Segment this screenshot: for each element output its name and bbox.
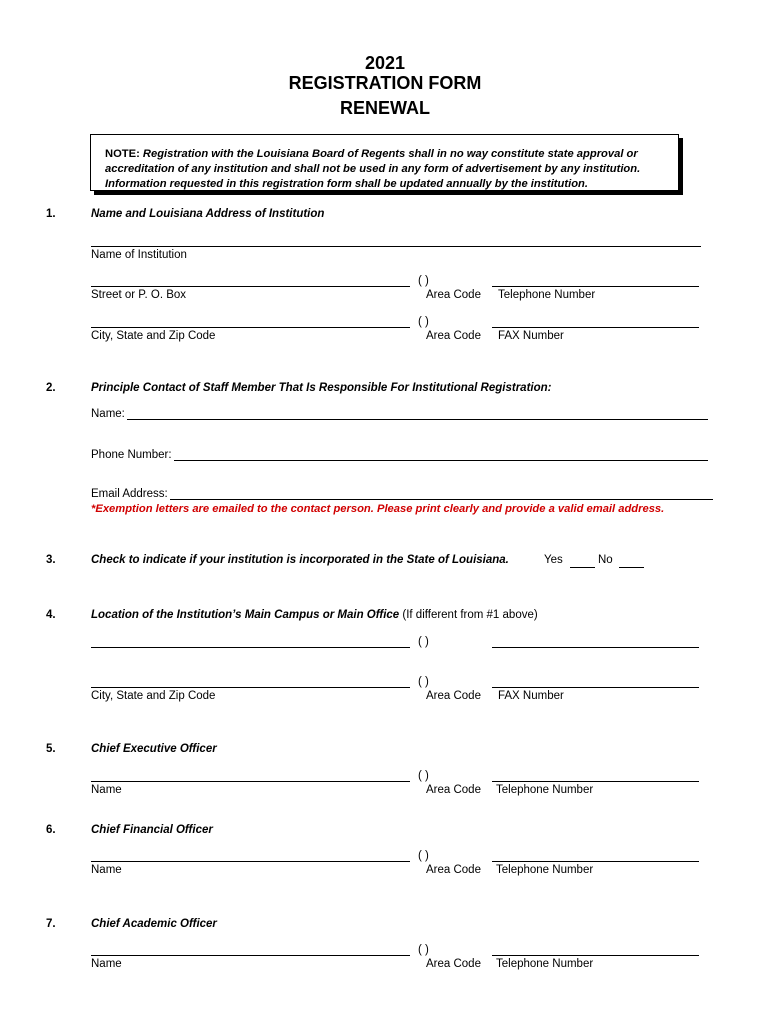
street-line[interactable] [91, 286, 410, 287]
no-checkbox-line[interactable] [619, 567, 644, 568]
area-code-label: Area Code [426, 864, 481, 876]
telephone-label: Telephone Number [498, 289, 596, 301]
section-4-heading [91, 609, 538, 621]
note-label: NOTE: [105, 148, 140, 160]
note-box [90, 134, 679, 191]
section-5-heading: Chief Executive Officer [91, 743, 217, 755]
contact-phone-field[interactable] [91, 449, 708, 461]
cao-name-line[interactable] [91, 955, 410, 956]
area-code-label: Area Code [426, 690, 481, 702]
telephone-label: Telephone Number [496, 784, 594, 796]
cfo-area-code-paren[interactable]: ( ) [418, 850, 429, 862]
section-2-heading: Principle Contact of Staff Member That Is Responsible For Institutional Registration: [91, 382, 552, 394]
section-7-heading: Chief Academic Officer [91, 918, 217, 930]
telephone-line[interactable] [492, 286, 699, 287]
section-1-number: 1. [46, 208, 56, 220]
cao-name-label: Name [91, 958, 122, 970]
section-1-heading: Name and Louisiana Address of Institution [91, 208, 325, 220]
cao-area-code-paren[interactable]: ( ) [418, 944, 429, 956]
section-7-number: 7. [46, 918, 56, 930]
campus-area-code-paren[interactable]: ( ) [418, 636, 429, 648]
note-text: Registration with the Louisiana Board of Regents shall in no way constitute state approval or accreditation of any institution and shall not be used in any form of advertisement by any institution. Information requested in this registration form shall be updated annually by the institution. [105, 148, 641, 190]
campus-city-label: City, State and Zip Code [91, 690, 216, 702]
section-6-heading: Chief Financial Officer [91, 824, 213, 836]
contact-email-field[interactable] [91, 488, 713, 500]
ceo-area-code-paren[interactable]: ( ) [418, 770, 429, 782]
city-label: City, State and Zip Code [91, 330, 216, 342]
cao-phone-line[interactable] [492, 955, 699, 956]
institution-name-label: Name of Institution [91, 249, 187, 261]
fax-label: FAX Number [498, 690, 564, 702]
section-4-heading-text: Location of the Institution’s Main Campus or Main Office [91, 609, 400, 621]
campus-fax-line[interactable] [492, 687, 699, 688]
contact-phone-label: Phone Number: [91, 449, 172, 461]
contact-name-label: Name: [91, 408, 125, 420]
form-title: REGISTRATION FORM [288, 73, 482, 93]
fax-area-code-paren[interactable]: ( ) [418, 316, 429, 328]
exemption-warning: *Exemption letters are emailed to the contact person. Please print clearly and provide a valid email address. [91, 503, 665, 515]
area-code-label: Area Code [426, 784, 481, 796]
ceo-phone-line[interactable] [492, 781, 699, 782]
ceo-name-line[interactable] [91, 781, 410, 782]
section-6-number: 6. [46, 824, 56, 836]
section-5-number: 5. [46, 743, 56, 755]
yes-checkbox-line[interactable] [570, 567, 595, 568]
area-code-label: Area Code [426, 289, 481, 301]
cfo-name-line[interactable] [91, 861, 410, 862]
form-year: 2021 [364, 53, 406, 73]
fax-label: FAX Number [498, 330, 564, 342]
section-3-number: 3. [46, 554, 56, 566]
campus-address-line[interactable] [91, 647, 410, 648]
campus-fax-area-code-paren[interactable]: ( ) [418, 676, 429, 688]
section-4-heading-note: (If different from #1 above) [402, 609, 538, 621]
campus-phone-line[interactable] [492, 647, 699, 648]
city-line[interactable] [91, 327, 410, 328]
contact-name-line[interactable] [127, 409, 708, 420]
area-code-label: Area Code [426, 330, 481, 342]
contact-email-label: Email Address: [91, 488, 168, 500]
form-subtitle: RENEWAL [340, 98, 430, 118]
section-2-number: 2. [46, 382, 56, 394]
telephone-label: Telephone Number [496, 958, 594, 970]
contact-email-line[interactable] [170, 489, 713, 500]
no-label: No [598, 554, 613, 566]
institution-name-line[interactable] [91, 246, 701, 247]
cfo-phone-line[interactable] [492, 861, 699, 862]
contact-phone-line[interactable] [174, 450, 708, 461]
contact-name-field[interactable] [91, 408, 708, 420]
ceo-name-label: Name [91, 784, 122, 796]
yes-label: Yes [544, 554, 563, 566]
area-code-label: Area Code [426, 958, 481, 970]
street-label: Street or P. O. Box [91, 289, 187, 301]
section-4-number: 4. [46, 609, 56, 621]
cfo-name-label: Name [91, 864, 122, 876]
fax-line[interactable] [492, 327, 699, 328]
campus-city-line[interactable] [91, 687, 410, 688]
phone-area-code-paren[interactable]: ( ) [418, 275, 429, 287]
telephone-label: Telephone Number [496, 864, 594, 876]
section-3-heading: Check to indicate if your institution is incorporated in the State of Louisiana. [91, 554, 509, 566]
